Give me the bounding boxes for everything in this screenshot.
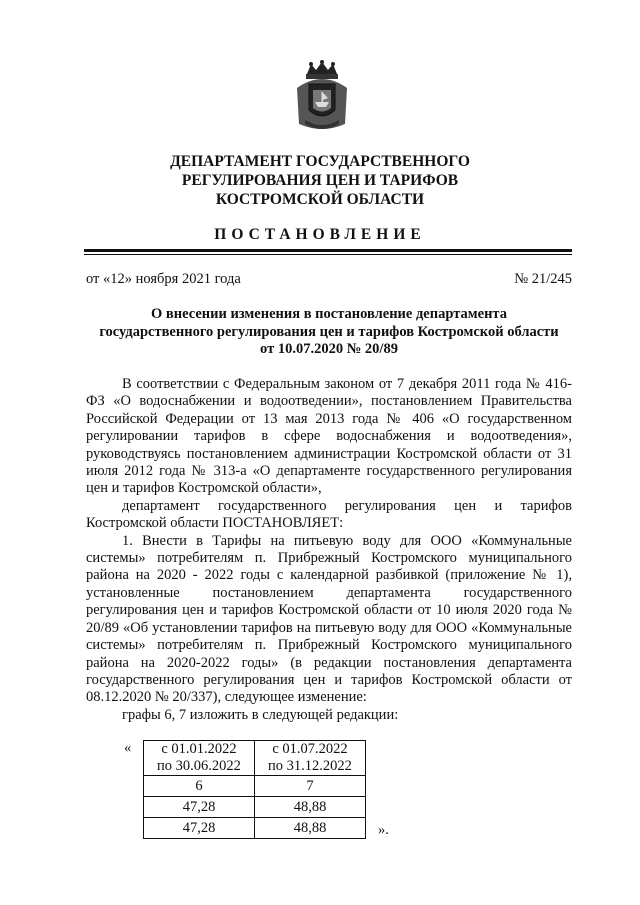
department-name-line3: КОСТРОМСКОЙ ОБЛАСТИ	[215, 191, 425, 208]
column-number-6: 6	[144, 776, 255, 797]
header-divider-thin	[84, 254, 572, 255]
table-row	[144, 797, 366, 818]
document-number: № 21/245	[514, 271, 572, 287]
table-cell: 47,28	[144, 797, 255, 818]
header-col-7-to: по 31.12.2022	[268, 758, 352, 774]
closing-quote: ».	[378, 822, 389, 838]
department-name	[70, 152, 570, 209]
table-cell: 48,88	[255, 818, 366, 839]
header-col-6	[144, 741, 255, 776]
header-col-6-from: с 01.01.2022	[161, 741, 237, 757]
document-subject	[86, 306, 572, 359]
table-cell: 48,88	[255, 797, 366, 818]
header-col-7	[255, 741, 366, 776]
coat-of-arms-icon	[293, 60, 351, 134]
document-body	[86, 376, 572, 724]
paragraph-legal-basis: В соответствии с Федеральным законом от 7 декабря 2011 года № 416-ФЗ «О водоснабжении и водоотведении», постановлением Правительства Российской Федерации от 13 мая 2013 года № 406 «О государственном регулировании тарифов в сфере водоснабжения и водоотведения», руководствуясь постановлением администрации Костромской области от 31 июля 2012 года № 313-а «О департаменте государственного регулирования цен и тарифов Костромской области»,	[86, 376, 572, 497]
department-name-line2: РЕГУЛИРОВАНИЯ ЦЕН И ТАРИФОВ	[181, 172, 459, 189]
table-cell: 47,28	[144, 818, 255, 839]
department-name-line1: ДЕПАРТАМЕНТ ГОСУДАРСТВЕННОГО	[170, 153, 470, 170]
paragraph-item-1: 1. Внести в Тарифы на питьевую воду для ООО «Коммунальные системы» потребителям п. Прибрежный Костромского муниципального района на 2020 - 2022 годы с календарной разбивкой (приложение № 1), установленные постановлением департамента государственного регулирования цен и тарифов Костромской области от 10 июля 2020 года № 20/89 «Об установлении тарифов на питьевую воду для ООО «Коммунальные системы» потребителям п. Прибрежный Костромского муниципального района на 2020-2022 годы» (в редакции постановления департамента государственного регулирования цен и тарифов Костромской области от 08.12.2020 № 20/337), следующее изменение:	[86, 532, 572, 706]
subject-line3: от 10.07.2020 № 20/89	[260, 341, 398, 357]
header-col-7-from: с 01.07.2022	[272, 741, 348, 757]
header-col-6-to: по 30.06.2022	[157, 758, 241, 774]
document-type: ПОСТАНОВЛЕНИЕ	[214, 226, 426, 243]
subject-line1: О внесении изменения в постановление департамента	[151, 306, 507, 322]
paragraph-columns-note: графы 6, 7 изложить в следующей редакции:	[122, 706, 399, 723]
table-row	[144, 818, 366, 839]
table-row	[144, 741, 366, 776]
tariff-table	[143, 740, 366, 839]
document-date: от «12» ноября 2021 года	[86, 271, 241, 287]
table-row	[144, 776, 366, 797]
subject-line2: государственного регулирования цен и тарифов Костромской области	[99, 323, 559, 340]
date-number-line	[86, 271, 572, 288]
opening-quote: «	[124, 740, 132, 756]
header-divider-thick	[84, 249, 572, 252]
column-number-7: 7	[255, 776, 366, 797]
paragraph-resolves: департамент государственного регулирования цен и тарифов Костромской области ПОСТАНОВЛЯЕТ:	[86, 497, 572, 532]
